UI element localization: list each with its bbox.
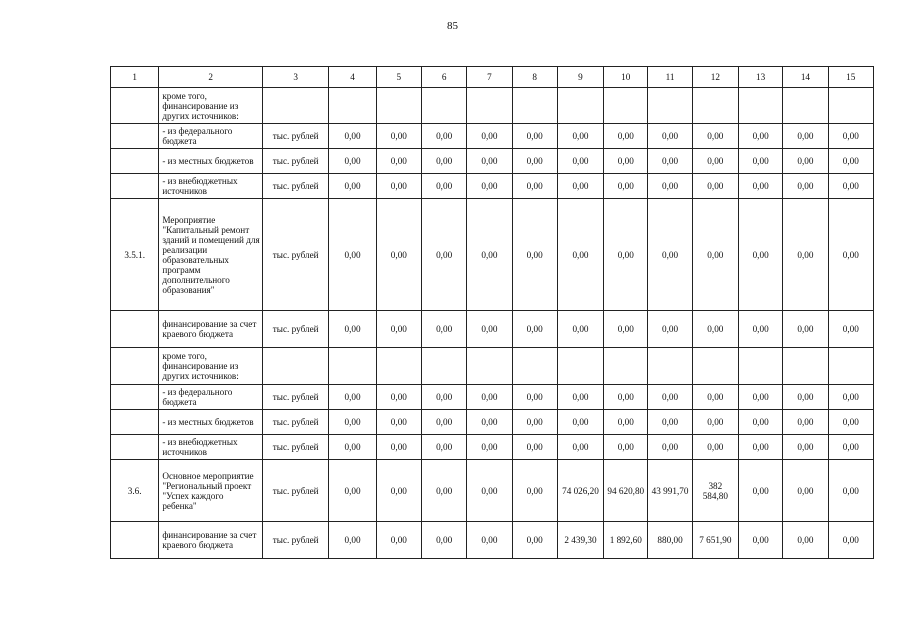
column-header: 4 [329,67,376,88]
value-cell: 0,00 [329,385,376,410]
description-cell: Основное мероприятие "Региональный проект "Успех каждого ребенка" [159,460,263,522]
value-cell: 7 651,90 [692,522,738,559]
value-cell: 0,00 [692,410,738,435]
item-number-cell [111,124,159,149]
value-cell: 0,00 [692,199,738,311]
table-row [111,385,874,410]
table-row [111,435,874,460]
value-cell: 0,00 [557,124,603,149]
table-row [111,348,874,385]
value-cell [376,88,421,124]
table-row [111,174,874,199]
value-cell [512,348,557,385]
value-cell: 0,00 [648,174,692,199]
value-cell: 0,00 [738,199,782,311]
value-cell: 0,00 [467,435,512,460]
item-number-cell [111,522,159,559]
value-cell: 2 439,30 [557,522,603,559]
value-cell: 0,00 [376,124,421,149]
value-cell: 0,00 [512,311,557,348]
value-cell: 0,00 [421,149,466,174]
value-cell: 0,00 [738,124,782,149]
value-cell: 0,00 [604,149,648,174]
value-cell: 382 584,80 [692,460,738,522]
value-cell: 0,00 [512,522,557,559]
value-cell: 0,00 [557,385,603,410]
description-cell: - из федерального бюджета [159,124,263,149]
value-cell: 0,00 [692,385,738,410]
value-cell [604,88,648,124]
value-cell: 0,00 [783,410,828,435]
table-row [111,149,874,174]
item-number-cell [111,410,159,435]
value-cell [467,348,512,385]
value-cell: 880,00 [648,522,692,559]
value-cell: 0,00 [376,410,421,435]
value-cell: 0,00 [557,174,603,199]
value-cell [467,88,512,124]
value-cell: 0,00 [557,311,603,348]
column-header: 12 [692,67,738,88]
value-cell: 0,00 [604,435,648,460]
value-cell: 0,00 [828,149,873,174]
value-cell: 0,00 [783,199,828,311]
value-cell: 0,00 [467,385,512,410]
value-cell: 0,00 [783,522,828,559]
table-row [111,522,874,559]
value-cell [738,88,782,124]
value-cell: 0,00 [512,149,557,174]
value-cell: 0,00 [604,174,648,199]
value-cell: 0,00 [604,410,648,435]
table-row [111,410,874,435]
value-cell: 0,00 [692,149,738,174]
value-cell: 0,00 [692,311,738,348]
page-number: 85 [447,20,458,32]
value-cell: 0,00 [648,435,692,460]
value-cell: 0,00 [692,124,738,149]
value-cell: 0,00 [738,311,782,348]
value-cell: 0,00 [421,199,466,311]
value-cell: 0,00 [512,460,557,522]
value-cell: 0,00 [648,385,692,410]
value-cell [783,348,828,385]
value-cell: 0,00 [376,149,421,174]
value-cell: 0,00 [783,124,828,149]
value-cell: 0,00 [329,149,376,174]
value-cell [421,88,466,124]
value-cell: 0,00 [692,435,738,460]
value-cell: 0,00 [828,385,873,410]
value-cell: 0,00 [421,435,466,460]
value-cell: 0,00 [467,522,512,559]
item-number-cell [111,311,159,348]
value-cell: 0,00 [421,410,466,435]
value-cell: 0,00 [648,199,692,311]
value-cell: 0,00 [467,174,512,199]
value-cell: 0,00 [467,311,512,348]
value-cell: 0,00 [738,435,782,460]
value-cell: 0,00 [421,522,466,559]
table-row [111,124,874,149]
value-cell: 0,00 [329,199,376,311]
value-cell: 0,00 [783,174,828,199]
column-header: 11 [648,67,692,88]
column-header: 13 [738,67,782,88]
value-cell: 0,00 [648,410,692,435]
value-cell: 0,00 [828,435,873,460]
value-cell: 0,00 [828,522,873,559]
unit-cell: тыс. рублей [262,311,328,348]
item-number-cell: 3.6. [111,460,159,522]
value-cell: 0,00 [692,174,738,199]
column-header: 2 [159,67,263,88]
description-cell: - из внебюджетных источников [159,174,263,199]
value-cell: 43 991,70 [648,460,692,522]
value-cell [557,348,603,385]
value-cell: 0,00 [783,149,828,174]
value-cell: 74 026,20 [557,460,603,522]
value-cell [692,88,738,124]
item-number-cell [111,348,159,385]
value-cell: 0,00 [512,199,557,311]
table-row [111,311,874,348]
value-cell: 0,00 [467,199,512,311]
description-cell: кроме того, финансирование из других источников: [159,348,263,385]
value-cell: 0,00 [557,410,603,435]
table-header-row [111,67,874,88]
value-cell [376,348,421,385]
description-cell: финансирование за счет краевого бюджета [159,311,263,348]
value-cell [828,88,873,124]
value-cell: 0,00 [738,410,782,435]
column-header: 6 [421,67,466,88]
unit-cell [262,88,328,124]
value-cell [828,348,873,385]
value-cell: 0,00 [738,149,782,174]
value-cell: 0,00 [329,522,376,559]
value-cell [783,88,828,124]
description-cell: - из федерального бюджета [159,385,263,410]
value-cell: 0,00 [329,174,376,199]
description-cell: - из местных бюджетов [159,149,263,174]
value-cell: 0,00 [648,124,692,149]
unit-cell: тыс. рублей [262,385,328,410]
value-cell: 0,00 [738,385,782,410]
unit-cell: тыс. рублей [262,460,328,522]
value-cell: 0,00 [329,460,376,522]
value-cell [604,348,648,385]
item-number-cell: 3.5.1. [111,199,159,311]
value-cell: 0,00 [376,199,421,311]
value-cell: 0,00 [828,199,873,311]
column-header: 5 [376,67,421,88]
value-cell: 0,00 [421,385,466,410]
table-row [111,460,874,522]
column-header: 8 [512,67,557,88]
value-cell: 0,00 [512,124,557,149]
unit-cell: тыс. рублей [262,435,328,460]
value-cell: 0,00 [421,311,466,348]
item-number-cell [111,385,159,410]
value-cell [329,88,376,124]
value-cell: 0,00 [557,199,603,311]
value-cell: 0,00 [604,385,648,410]
value-cell [648,88,692,124]
item-number-cell [111,174,159,199]
column-header: 15 [828,67,873,88]
item-number-cell [111,88,159,124]
value-cell: 0,00 [329,410,376,435]
item-number-cell [111,435,159,460]
unit-cell: тыс. рублей [262,522,328,559]
value-cell [329,348,376,385]
value-cell: 0,00 [828,410,873,435]
unit-cell: тыс. рублей [262,410,328,435]
value-cell: 0,00 [467,460,512,522]
value-cell: 0,00 [329,311,376,348]
value-cell: 0,00 [467,124,512,149]
value-cell: 0,00 [467,410,512,435]
value-cell [692,348,738,385]
value-cell [512,88,557,124]
value-cell: 0,00 [376,174,421,199]
value-cell: 0,00 [783,311,828,348]
value-cell: 0,00 [421,460,466,522]
column-header: 9 [557,67,603,88]
value-cell: 0,00 [648,149,692,174]
value-cell: 0,00 [783,460,828,522]
value-cell: 0,00 [329,435,376,460]
value-cell: 0,00 [376,385,421,410]
value-cell [421,348,466,385]
value-cell: 0,00 [376,311,421,348]
table-row [111,88,874,124]
value-cell: 0,00 [557,435,603,460]
value-cell: 0,00 [512,435,557,460]
unit-cell: тыс. рублей [262,174,328,199]
value-cell: 0,00 [828,311,873,348]
value-cell: 0,00 [421,174,466,199]
value-cell: 0,00 [604,199,648,311]
description-cell: - из внебюджетных источников [159,435,263,460]
value-cell: 94 620,80 [604,460,648,522]
column-header: 3 [262,67,328,88]
description-cell: - из местных бюджетов [159,410,263,435]
budget-table [110,66,874,559]
value-cell: 1 892,60 [604,522,648,559]
value-cell: 0,00 [512,385,557,410]
value-cell: 0,00 [738,460,782,522]
value-cell [738,348,782,385]
value-cell: 0,00 [421,124,466,149]
table-row [111,199,874,311]
value-cell: 0,00 [512,174,557,199]
value-cell: 0,00 [512,410,557,435]
value-cell: 0,00 [828,124,873,149]
value-cell: 0,00 [604,311,648,348]
column-header: 7 [467,67,512,88]
value-cell: 0,00 [738,522,782,559]
description-cell: финансирование за счет краевого бюджета [159,522,263,559]
unit-cell: тыс. рублей [262,149,328,174]
value-cell: 0,00 [828,460,873,522]
value-cell: 0,00 [376,522,421,559]
value-cell: 0,00 [648,311,692,348]
value-cell: 0,00 [557,149,603,174]
value-cell: 0,00 [329,124,376,149]
item-number-cell [111,149,159,174]
value-cell: 0,00 [376,435,421,460]
column-header: 1 [111,67,159,88]
column-header: 14 [783,67,828,88]
value-cell [557,88,603,124]
value-cell: 0,00 [828,174,873,199]
column-header: 10 [604,67,648,88]
value-cell: 0,00 [738,174,782,199]
description-cell: кроме того, финансирование из других источников: [159,88,263,124]
value-cell: 0,00 [376,460,421,522]
value-cell: 0,00 [783,435,828,460]
description-cell: Мероприятие "Капитальный ремонт зданий и помещений для реализации образовательных программ дополнительного образования" [159,199,263,311]
value-cell: 0,00 [783,385,828,410]
value-cell [648,348,692,385]
value-cell: 0,00 [604,124,648,149]
unit-cell: тыс. рублей [262,124,328,149]
unit-cell [262,348,328,385]
unit-cell: тыс. рублей [262,199,328,311]
value-cell: 0,00 [467,149,512,174]
